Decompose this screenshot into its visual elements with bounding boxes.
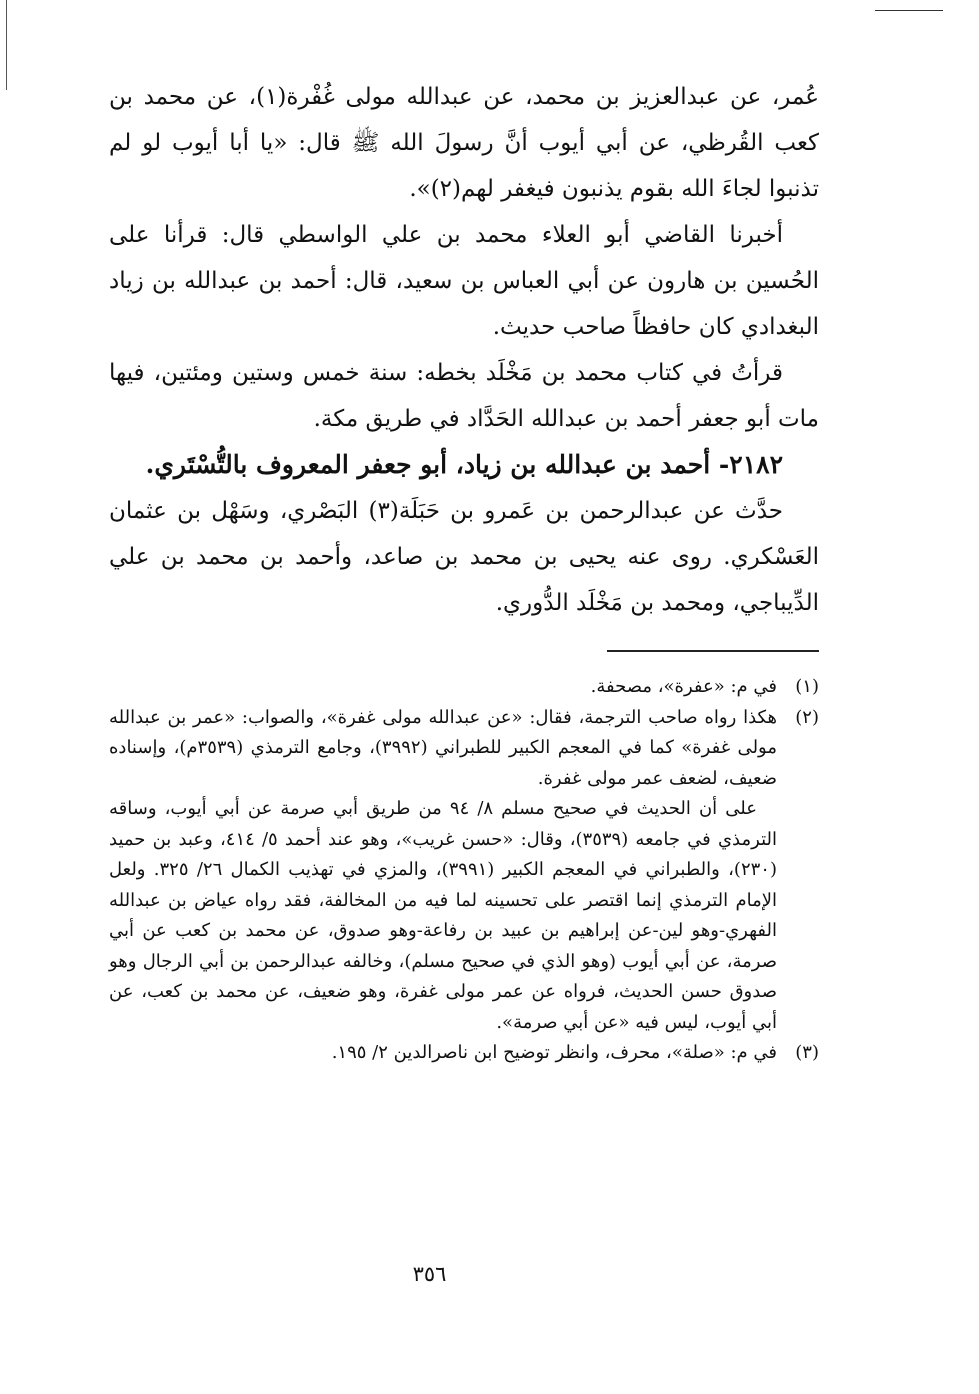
paragraph-reading: قرأتُ في كتاب محمد بن مَخْلَد بخطه: سنة خمس وستين ومئتين، فيها مات أبو جعفر أحمد بن عبدالله الحَدَّاد في طريق مكة. [109,360,819,432]
footnotes-block [109,672,819,1069]
page-number: ٣٥٦ [412,1262,447,1286]
footnote [109,672,819,703]
footnote [109,703,819,1039]
entry-heading: ٢١٨٢- أحمد بن عبدالله بن زياد، أبو جعفر المعروف بالتُّسْتَري. [145,450,783,479]
footnote-divider [607,650,819,652]
footnote [109,1038,819,1069]
paragraph-hadith: عُمر، عن عبدالعزيز بن محمد، عن عبدالله مولى غُفْرة(١)، عن محمد بن كعب القُرظي، عن أبي أيوب أنَّ رسولَ الله ﷺ قال: «يا أبا أيوب لو لم تذنبوا لجاءَ الله بقوم يذنبون فيغفر لهم(٢)». [109,84,819,202]
paragraph-report: أخبرنا القاضي أبو العلاء محمد بن علي الواسطي قال: قرأنا على الحُسين بن هارون عن أبي العباس بن سعيد، قال: أحمد بن عبدالله بن زياد البغدادي كان حافظاً صاحب حديث. [109,222,819,340]
footnote-text: في م: «عفرة»، مصحفة. [590,676,777,697]
scan-edge-mark-left [6,0,7,90]
footnote-body [109,703,777,1039]
footnote-number: (٢) [795,706,819,728]
footnote-text: هكذا رواه صاحب الترجمة، فقال: «عن عبدالله مولى غفرة»، والصواب: «عمر بن عبدالله مولى غفرة» كما في المعجم الكبير للطبراني (٣٩٩٢)، وجامع الترمذي (٣٥٣٩م)، وإسناده ضعيف، لضعف عمر مولى غفرة. [109,706,777,789]
footnote-number: (٣) [795,1042,819,1063]
paragraph-entry-body: حدَّث عن عبدالرحمن بن عَمرو بن حَبَلَة(٣) البَصْري، وسَهْل بن عثمان العَسْكري. روى عنه يحيى بن محمد بن صاعد، وأحمد بن محمد بن علي الدِّيباجي، ومحمد بن مَخْلَد الدُّوري. [109,498,819,616]
footnote-text: في م: «صلة»، محرف، وانظر توضيح ابن ناصرالدين ٢/ ١٩٥. [331,1042,777,1063]
footnote-text: على أن الحديث في صحيح مسلم ٨/ ٩٤ من طريق أبي صرمة عن أبي أيوب، وساقه الترمذي في جامعه (٣٥٣٩)، وقال: «حسن غريب»، وهو عند أحمد ٥/ ٤١٤، وعبد بن حميد (٢٣٠)، والطبراني في المعجم الكبير (٣٩٩١)، والمزي في تهذيب الكمال ٢٦/ ٣٢٥. ولعل الإمام الترمذي إنما اقتصر على تحسينه لما فيه من المخالفة، فقد رواه عياض بن عبدالله الفهري-وهو لين-عن إبراهيم بن عبيد بن رفاعة-وهو صدوق، عن محمد بن كعب عن أبي صرمة، عن أبي أيوب (وهو الذي في صحيح مسلم)، وخالفه عبدالرحمن بن أبي الرجال وهو صدوق حسن الحديث، فرواه عن عمر مولى غفرة، وهو ضعيف، عن محمد بن كعب، عن أبي أيوب، ليس فيه «عن أبي صرمة». [109,798,777,1033]
footnote-number: (١) [795,676,819,697]
main-text-block [109,74,819,626]
scan-edge-mark-top [875,10,943,11]
footnote-body [109,672,777,703]
footnote-body [109,1038,777,1069]
